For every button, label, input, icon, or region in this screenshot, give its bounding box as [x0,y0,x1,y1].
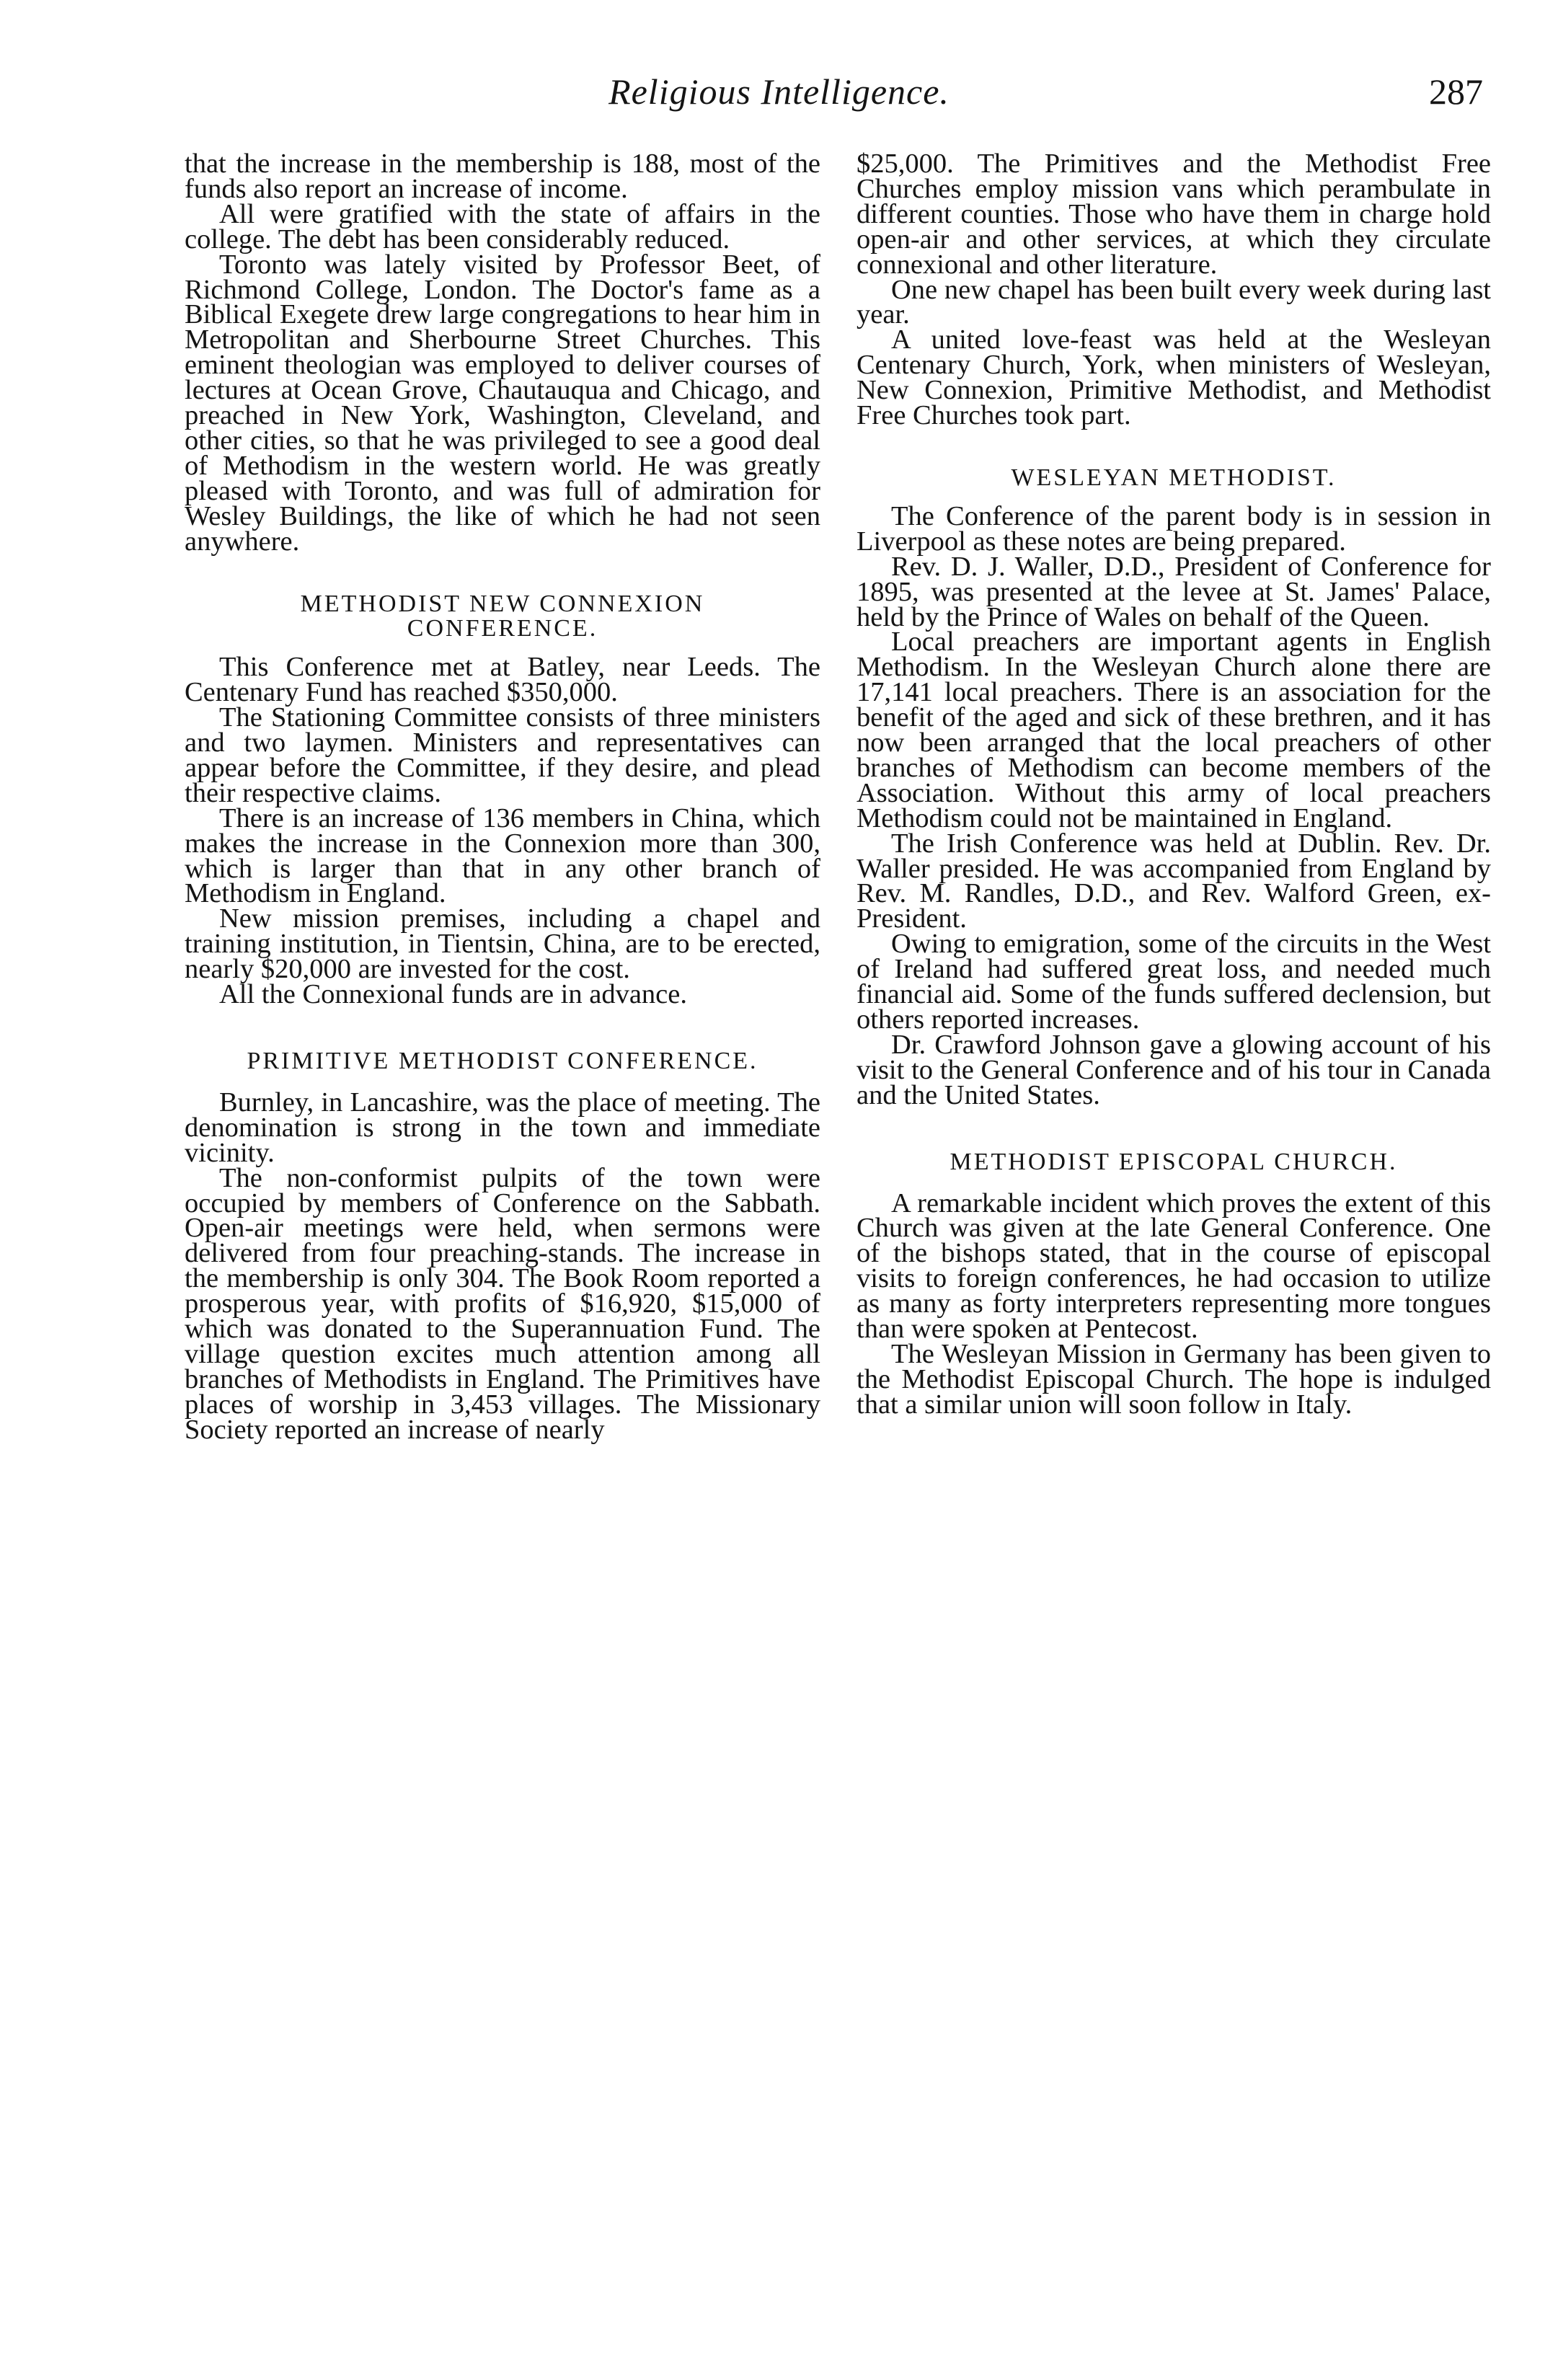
paragraph: The Stationing Committee consists of three ministers and two laymen. Ministers and representatives can appear before the Committee, if they desire, and plead their respective claims. [185,702,820,808]
paragraph: The non-conformist pulpits of the town were occupied by members of Conference on the Sabbath. Open-air meetings were held, when sermons were delivered from four preaching-stands. The increase in the membership is only 304. The Book Room reported a prosperous year, with profits of $16,920, $15,000 of which was donated to the Superannuation Fund. The village question excites much attention among all branches of Methodists in England. The Primitives have places of worship in 3,453 villages. The Missionary Society reported an increase of nearly [185,1162,820,1445]
paragraph: Burnley, in Lancashire, was the place of meeting. The denomination is strong in the town and immediate vicinity. [185,1087,820,1168]
paragraph: A united love-feast was held at the Wesleyan Centenary Church, York, when ministers of Wesleyan, New Connexion, Primitive Methodist, and Methodist Free Churches took part. [857,324,1491,431]
paragraph: A remarkable incident which proves the extent of this Church was given at the late General Conference. One of the bishops stated, that in the course of episcopal visits to foreign conferences, he had occasion to utilize as many as forty interpreters representing more tongues than were spoken at Pentecost. [857,1187,1491,1345]
running-title: Religious Intelligence. [608,71,950,112]
paragraph: The Conference of the parent body is in session in Liverpool as these notes are being prepared. [857,500,1491,557]
section-heading: PRIMITIVE METHODIST CONFERENCE. [247,1048,758,1074]
paragraph: The Wesleyan Mission in Germany has been given to the Methodist Episcopal Church. The hope is indulged that a similar union will soon follow in Italy. [857,1338,1491,1420]
left-column [185,151,820,1443]
paragraph: Dr. Crawford Johnson gave a glowing account of his visit to the General Conference and of his tour in Canada and the United States. [857,1029,1491,1110]
paragraph: All were gratified with the state of affairs in the college. The debt has been considerably reduced. [185,198,820,255]
paragraph: $25,000. The Primitives and the Methodist Free Churches employ mission vans which perambulate in different counties. Those who have them in charge hold open-air and other services, at which they circulate connexional and other literature. [857,149,1491,280]
paragraph: One new chapel has been built every week during last year. [857,274,1491,330]
right-column [857,149,1491,1420]
paragraph: Toronto was lately visited by Professor Beet, of Richmond College, London. The Doctor's fame as a Biblical Exegete drew large congregations to hear him in Metropolitan and Sherbourne Street Churches. This eminent theologian was employed to deliver courses of lectures at Ocean Grove, Chautauqua and Chicago, and preached in New York, Washington, Cleveland, and other cities, so that he was privileged to see a good deal of Methodism in the western world. He was greatly pleased with Toronto, and was full of admiration for Wesley Buildings, the like of which he had not seen anywhere. [185,249,820,557]
paragraph: Rev. D. J. Waller, D.D., President of Conference for 1895, was presented at the levee at St. James' Palace, held by the Prince of Wales on behalf of the Queen. [857,551,1491,632]
paragraph: There is an increase of 136 members in China, which makes the increase in the Connexion more than 300, which is larger than that in any other branch of Methodism in England. [185,802,820,909]
paragraph: The Irish Conference was held at Dublin. Rev. Dr. Waller presided. He was accompanied from England by Rev. M. Randles, D.D., and Rev. Walford Green, ex-President. [857,828,1491,934]
paragraph: Owing to emigration, some of the circuits in the West of Ireland had suffered great loss, and needed much financial aid. Some of the funds suffered declension, but others reported increases. [857,929,1491,1035]
paragraph: All the Connexional funds are in advance. [219,979,687,1010]
section-heading: CONFERENCE. [407,615,598,642]
paragraph: Local preachers are important agents in English Methodism. In the Wesleyan Church alone there are 17,141 local preachers. There is an association for the benefit of the aged and sick of these brethren, and it has now been arranged that the local preachers of other branches of Methodism can become members of the Association. Without this army of local preachers Methodism could not be maintained in England. [857,627,1491,833]
section-heading: METHODIST NEW CONNEXION [300,590,705,617]
section-heading: WESLEYAN METHODIST. [1011,464,1337,491]
paragraph: that the increase in the membership is 188, most of the funds also report an increase of income. [185,149,820,204]
paragraph: This Conference met at Batley, near Leeds. The Centenary Fund has reached $350,000. [185,652,820,708]
page-header [0,71,1558,114]
page-number: 287 [1429,71,1483,112]
section-heading: METHODIST EPISCOPAL CHURCH. [950,1148,1398,1175]
paragraph: New mission premises, including a chapel and training institution, in Tientsin, China, are to be erected, nearly $20,000 are invested for the cost. [185,903,820,985]
